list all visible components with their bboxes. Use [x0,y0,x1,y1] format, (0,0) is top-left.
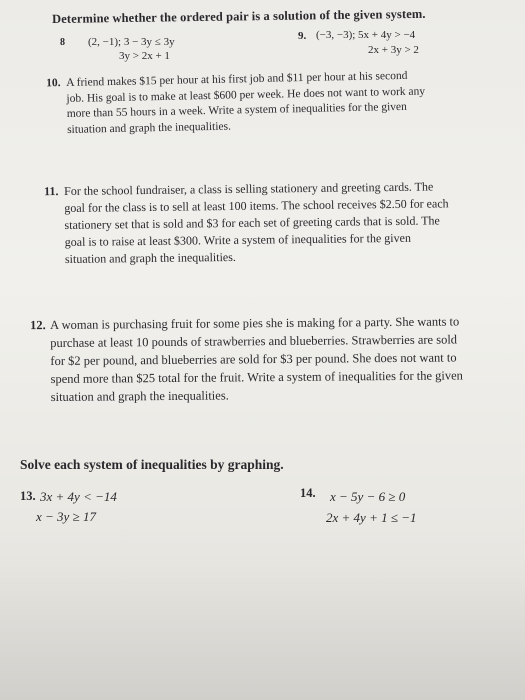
instruction-heading: Determine whether the ordered pair is a solution of the given system. [52,6,426,26]
problem-8-number: 8 [60,37,65,48]
paper-shadow [0,560,525,700]
problem-11 [44,178,455,268]
problem-11-number: 11. [44,184,59,199]
problem-14-line-1: x − 5y − 6 ≥ 0 [330,489,406,504]
problem-8-line-1: (2, −1); 3 − 3y ≤ 3y [88,36,175,48]
problem-12 [30,312,471,406]
problem-9-line-2: 2x + 3y > 2 [368,44,419,56]
problem-12-number: 12. [30,318,46,333]
section-heading: Solve each system of inequalities by graphing. [20,457,284,472]
problem-10-text: A friend makes $15 per hour at his first job and $11 per hour at his second job. His goal is to make at least $600 per week. He does not want to work any more than 55 hours in a week. Write a system of inequalities for the given situation and graph the inequalities. [66,69,426,136]
problem-13-line-1: 3x + 4y < −14 [40,489,117,504]
problem-13-line-2: x − 3y ≥ 17 [36,509,96,524]
problem-13-number: 13. [20,489,36,503]
problem-14-line-2: 2x + 4y + 1 ≤ −1 [326,510,417,525]
problem-8-line-2: 3y > 2x + 1 [119,50,170,62]
problem-10 [46,68,427,138]
problem-10-number: 10. [46,77,61,90]
problem-11-text: For the school fundraiser, a class is selling stationery and greeting cards. The goal for the class is to sell at least 100 items. The school receives $2.50 for each stationery set that is sold and $3 for each set of greeting cards that is sold. The goal is to raise at least $300. Write a system of inequalities for the given situation and graph the inequalities. [64,179,449,266]
problem-14-number: 14. [300,486,316,500]
problem-9-number: 9. [298,30,307,42]
problem-9-line-1: (−3, −3); 5x + 4y > −4 [316,29,416,41]
problem-12-text: A woman is purchasing fruit for some pies she is making for a party. She wants to purchase at least 10 pounds of strawberries and blueberries. Strawberries are sold for $2 per pound, and blueberries are sold for $3 per pound. She does not want to spend more than $25 total for the fruit. Write a system of inequalities for the given situation and graph the inequalities. [50,314,463,404]
